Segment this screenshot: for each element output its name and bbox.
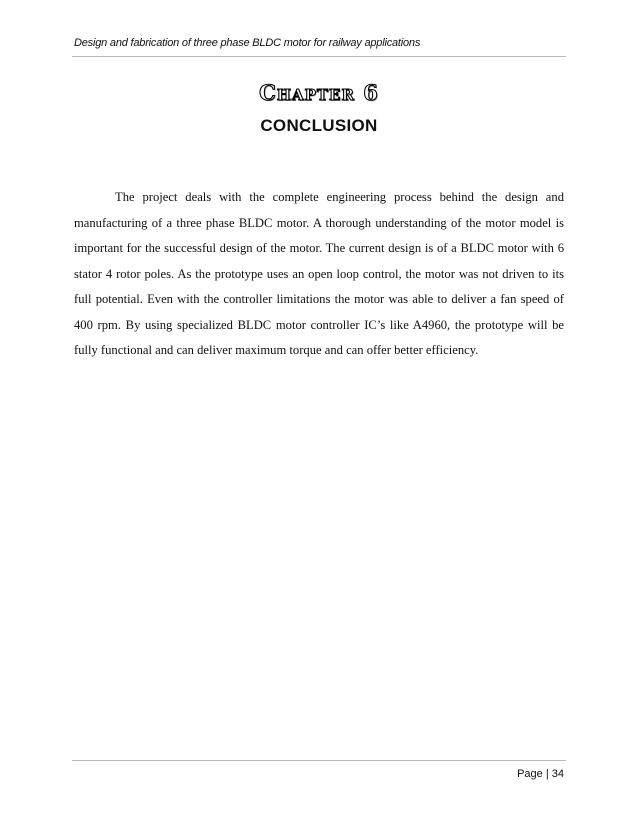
page-number: Page | 34 bbox=[517, 768, 564, 780]
chapter-title-heading: CONCLUSION bbox=[260, 116, 378, 135]
running-header-title: Design and fabrication of three phase BLDC motor for railway applications bbox=[74, 37, 421, 49]
conclusion-paragraph: The project deals with the complete engineering process behind the design and manufacturing of a three phase BLDC motor. A thorough understanding of the motor model is important for the successful design of the motor. The current design is of a BLDC motor with 6 stator 4 rotor poles. As the prototype uses an open loop control, the motor was not driven to its full potential. Even with the controller limitations the motor was able to deliver a fan speed of 400 rpm. By using specialized BLDC motor controller IC’s like A4960, the prototype will be fully functional and can deliver maximum torque and can offer better efficiency. bbox=[74, 190, 564, 357]
footer-divider bbox=[72, 760, 566, 761]
header-divider bbox=[72, 56, 566, 57]
chapter-number-heading: Chapter 6 bbox=[259, 80, 379, 105]
